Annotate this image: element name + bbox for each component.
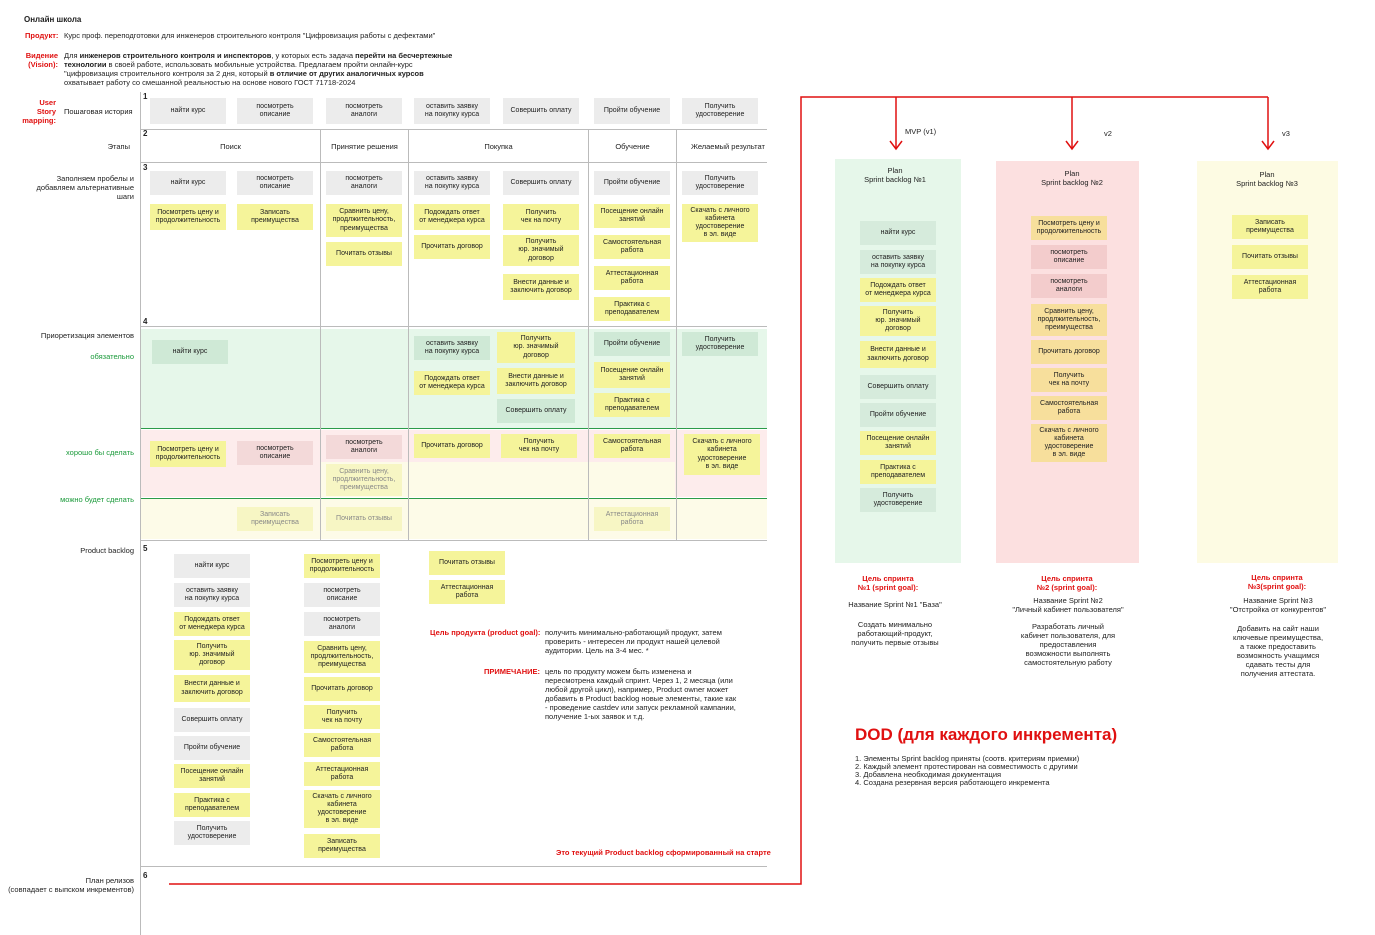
must-item: Получить юр. значимый договор xyxy=(497,332,575,363)
vision-l2b: в своей работе, использовать мобильные устройства. Предлагаем пройти онлайн-курс xyxy=(106,60,413,69)
vision-l3b: в отличие от других аналогичных курсов xyxy=(269,69,424,78)
must-item: оставить заявку на покупку курса xyxy=(414,336,490,360)
gaps-label: Заполняем пробелы и добавляем альтернативные шаги xyxy=(36,174,134,201)
stage-purchase: Покупка xyxy=(484,142,513,151)
sprint-2-item: Самостоятельная работа xyxy=(1031,396,1107,420)
gap-alt: Аттестационная работа xyxy=(594,266,670,290)
gap-alt: Внести данные и заключить договор xyxy=(503,274,579,300)
sprint-3-item: Аттестационная работа xyxy=(1232,275,1308,299)
nice-item: Сравнить цену, продлжительность, преимущества xyxy=(326,464,402,496)
sprint-2-desc: Разработать личный кабинет пользователя, для предоставления возможности выполнять самостоятельную работу xyxy=(1020,622,1116,667)
sprint-1-item: Получить юр. значимый договор xyxy=(860,306,936,336)
gap-step: Получить удостоверение xyxy=(682,171,758,195)
gap-alt: Записать преимущества xyxy=(237,204,313,230)
sprint-1-item: Практика с преподавателем xyxy=(860,460,936,484)
gap-alt: Посмотреть цену и продолжительность xyxy=(150,204,226,230)
backlog-item: посмотреть описание xyxy=(304,583,380,607)
sprint-1-item: Посещение онлайн занятий xyxy=(860,431,936,455)
dod-title: DOD (для каждого инкремента) xyxy=(855,725,1118,744)
note-label: ПРИМЕЧАНИЕ: xyxy=(484,667,541,676)
backlog-item: Скачать с личного кабинета удостоверение в эл. виде xyxy=(304,790,380,828)
backlog-item: найти курс xyxy=(174,554,250,578)
sprint-2-item: посмотреть описание xyxy=(1031,245,1107,269)
could-label: можно будет сделать xyxy=(60,495,134,504)
story-step: посмотреть аналоги xyxy=(326,98,402,124)
gap-step: посмотреть описание xyxy=(237,171,313,195)
backlog-item: Практика с преподавателем xyxy=(174,793,250,817)
nice-item: Прочитать договор xyxy=(414,434,490,458)
backlog-footer: Это текущий Product backlog сформированный на старте xyxy=(556,848,771,857)
stage-learning: Обучение xyxy=(615,142,650,151)
backlog-item: Записать преимущества xyxy=(304,834,380,858)
sprint-1-item: Внести данные и заключить договор xyxy=(860,341,936,368)
product-text: Курс проф. переподготовки для инженеров строительного контроля "Цифровизация работы с дефектами" xyxy=(64,31,436,40)
sprint-1-item: Совершить оплату xyxy=(860,375,936,399)
sprint-1-item: Пройти обучение xyxy=(860,403,936,427)
must-item: Внести данные и заключить договор xyxy=(497,368,575,394)
vision-label: Видение (Vision): xyxy=(25,51,58,69)
gap-alt: Самостоятельная работа xyxy=(594,235,670,259)
story-step: Совершить оплату xyxy=(503,98,579,124)
sprint-3-title: Plan Sprint backlog №3 xyxy=(1236,170,1298,188)
backlog-item: Посещение онлайн занятий xyxy=(174,764,250,788)
vision-l4: охватывает работу со смешанной реальностью на основе нового ГОСТ 71718-2024 xyxy=(64,78,356,87)
backlog-item: Получить чек на почту xyxy=(304,705,380,729)
story-step: посмотреть описание xyxy=(237,98,313,124)
story-label: Пошаговая история xyxy=(64,107,133,116)
must-item: Посещение онлайн занятий xyxy=(594,362,670,388)
dod-item: 1. Элементы Sprint backlog приняты (соотв. критериям приемки) xyxy=(855,754,1080,763)
nice-label: хорошо бы сделать xyxy=(66,448,134,457)
vision-l1b: инженеров строительного контроля и инспекторов xyxy=(79,51,272,60)
school-title: Онлайн школа xyxy=(24,15,82,24)
must-item: Пройти обучение xyxy=(594,332,670,356)
sprint-1-title: Plan Sprint backlog №1 xyxy=(864,166,926,184)
must-item: Совершить оплату xyxy=(497,399,575,423)
nice-item: Скачать с личного кабинета удостоверение в эл. виде xyxy=(684,434,760,475)
nice-item: Самостоятельная работа xyxy=(594,434,670,458)
vision-l1a: Для xyxy=(64,51,80,60)
sprint-3-item: Записать преимущества xyxy=(1232,215,1308,239)
sprint-3-name: Название Sprint №3 "Отстройка от конкурентов" xyxy=(1229,596,1327,614)
sprint-2-version: v2 xyxy=(1104,129,1112,138)
story-step: Получить удостоверение xyxy=(682,98,758,124)
usm-label: User Story mapping: xyxy=(22,98,56,125)
gap-alt: Подождать ответ от менеджера курса xyxy=(414,204,490,230)
backlog-item: оставить заявку на покупку курса xyxy=(174,583,250,607)
vision-l2a: технологии xyxy=(64,60,107,69)
dod-item: 3. Добавлена необходимая документация xyxy=(855,770,1002,779)
backlog-item: Аттестационная работа xyxy=(429,580,505,604)
gap-step: Совершить оплату xyxy=(503,171,579,195)
must-item: Подождать ответ от менеджера курса xyxy=(414,371,490,395)
backlog-item: Почитать отзывы xyxy=(429,551,505,575)
backlog-label: Product backlog xyxy=(80,546,134,555)
sprint-2-item: Скачать с личного кабинета удостоверение в эл. виде xyxy=(1031,424,1107,462)
product-label: Продукт: xyxy=(25,31,59,40)
note-text: цель по продукту можем быть изменена и пересмотрена каждый спринт. Через 1, 2 месяца (или любой другой цикл), например, Product owner может добавить в Product backlog новые элементы, такие как - проведение castdev или запуск рекламной кампании, получение 1-ых заявок и т.д. xyxy=(545,667,737,721)
backlog-item: Посмотреть цену и продолжительность xyxy=(304,554,380,578)
must-label: обязательно xyxy=(90,352,134,361)
backlog-item: Самостоятельная работа xyxy=(304,733,380,757)
gap-alt: Сравнить цену, продлжительность, преимущества xyxy=(326,204,402,237)
prior-label: Приоретизация элементов xyxy=(40,331,134,340)
sprint-2-title: Plan Sprint backlog №2 xyxy=(1041,169,1103,187)
nice-item: посмотреть описание xyxy=(237,441,313,465)
row-number-1: 1 xyxy=(143,92,148,101)
row-number-4: 4 xyxy=(143,317,148,326)
must-item: найти курс xyxy=(152,340,228,364)
backlog-item: Получить удостоверение xyxy=(174,821,250,845)
stage-result: Желаемый результат xyxy=(691,142,765,151)
sprint-1-item: найти курс xyxy=(860,221,936,245)
nice-item: Посмотреть цену и продолжительность xyxy=(150,441,226,467)
sprint-1-item: Подождать ответ от менеджера курса xyxy=(860,278,936,302)
story-step: Пройти обучение xyxy=(594,98,670,124)
could-item: Аттестационная работа xyxy=(594,507,670,531)
sprint-2-item: Получить чек на почту xyxy=(1031,368,1107,392)
backlog-item: Сравнить цену, продлжительность, преимущества xyxy=(304,641,380,673)
gap-step: посмотреть аналоги xyxy=(326,171,402,195)
backlog-item: Внести данные и заключить договор xyxy=(174,675,250,702)
backlog-item: Совершить оплату xyxy=(174,708,250,732)
story-step: оставить заявку на покупку курса xyxy=(414,98,490,124)
row-number-3: 3 xyxy=(143,163,148,172)
gap-alt: Почитать отзывы xyxy=(326,242,402,266)
could-item: Записать преимущества xyxy=(237,507,313,531)
gap-alt: Получить юр. значимый договор xyxy=(503,235,579,266)
sprint-3-version: v3 xyxy=(1282,129,1290,138)
sprint-3-goal-label: Цель спринта №3(sprint goal): xyxy=(1247,573,1307,591)
stages-label: Этапы xyxy=(107,142,130,151)
vision-l1d: перейти на бесчертежные xyxy=(355,51,453,60)
gap-alt: Получить чек на почту xyxy=(503,204,579,230)
backlog-item: Подождать ответ от менеджера курса xyxy=(174,612,250,636)
vision-l1c: , у которых есть задача xyxy=(271,51,356,60)
stage-decision: Принятие решения xyxy=(331,142,398,151)
gap-alt: Посещение онлайн занятий xyxy=(594,204,670,228)
gap-step: Пройти обучение xyxy=(594,171,670,195)
could-item: Почитать отзывы xyxy=(326,507,402,531)
sprint-2-goal-label: Цель спринта №2 (sprint goal): xyxy=(1036,574,1098,592)
sprint-3-desc: Добавить на сайт наши ключевые преимущества, а также предоставить возможность учащимся сдавать тесты для получения аттестата. xyxy=(1232,624,1324,678)
backlog-item: Аттестационная работа xyxy=(304,762,380,786)
row-number-6: 6 xyxy=(143,871,148,880)
dod-item: 4. Создана резервная версия работающего инкремента xyxy=(855,778,1050,787)
release-label: План релизов (совпадает с выпском инкрементов) xyxy=(8,876,134,894)
story-step: найти курс xyxy=(150,98,226,124)
sprint-1-goal-label: Цель спринта №1 (sprint goal): xyxy=(857,574,919,592)
backlog-item: посмотреть аналоги xyxy=(304,612,380,636)
nice-item: Получить чек на почту xyxy=(501,434,577,458)
gap-step: найти курс xyxy=(150,171,226,195)
sprint-2-item: Сравнить цену, продлжительность, преимущества xyxy=(1031,304,1107,336)
gap-alt: Скачать с личного кабинета удостоверение в эл. виде xyxy=(682,204,758,242)
backlog-item: Получить юр. значимый договор xyxy=(174,640,250,670)
backlog-item: Пройти обучение xyxy=(174,736,250,760)
backlog-item: Прочитать договор xyxy=(304,677,380,701)
sprint-1-desc: Создать минимально работающий-продукт, получить первые отзывы xyxy=(851,620,939,647)
must-item: Практика с преподавателем xyxy=(594,393,670,417)
vision-l3a: "цифровизация строительного контроля за 2 дня, который xyxy=(64,69,270,78)
gap-step: оставить заявку на покупку курса xyxy=(414,171,490,195)
must-item: Получить удостоверение xyxy=(682,332,758,356)
sprint-1-item: Получить удостоверение xyxy=(860,488,936,512)
product-goal-label: Цель продукта (product goal): xyxy=(430,628,541,637)
row-number-5: 5 xyxy=(143,544,148,553)
gap-alt: Прочитать договор xyxy=(414,235,490,259)
sprint-2-name: Название Sprint №2 "Личный кабинет пользователя" xyxy=(1012,596,1124,614)
row-number-2: 2 xyxy=(143,129,148,138)
sprint-1-name: Название Sprint №1 "База" xyxy=(848,600,942,609)
product-goal-text: получить минимально-работающий продукт, затем проверить - интересен ли продукт нашей целевой аудитории. Цель на 3-4 мес. * xyxy=(545,628,722,655)
stage-search: Поиск xyxy=(220,142,241,151)
sprint-3-item: Почитать отзывы xyxy=(1232,245,1308,269)
sprint-1-item: оставить заявку на покупку курса xyxy=(860,250,936,274)
sprint-2-item: Посмотреть цену и продолжительность xyxy=(1031,216,1107,240)
sprint-2-item: посмотреть аналоги xyxy=(1031,274,1107,298)
gap-alt: Практика с преподавателем xyxy=(594,297,670,321)
sprint-1-version: MVP (v1) xyxy=(905,127,937,136)
dod-item: 2. Каждый элемент протестирован на совместимость с другими xyxy=(855,762,1078,771)
sprint-2-item: Прочитать договор xyxy=(1031,340,1107,364)
nice-item: посмотреть аналоги xyxy=(326,435,402,459)
